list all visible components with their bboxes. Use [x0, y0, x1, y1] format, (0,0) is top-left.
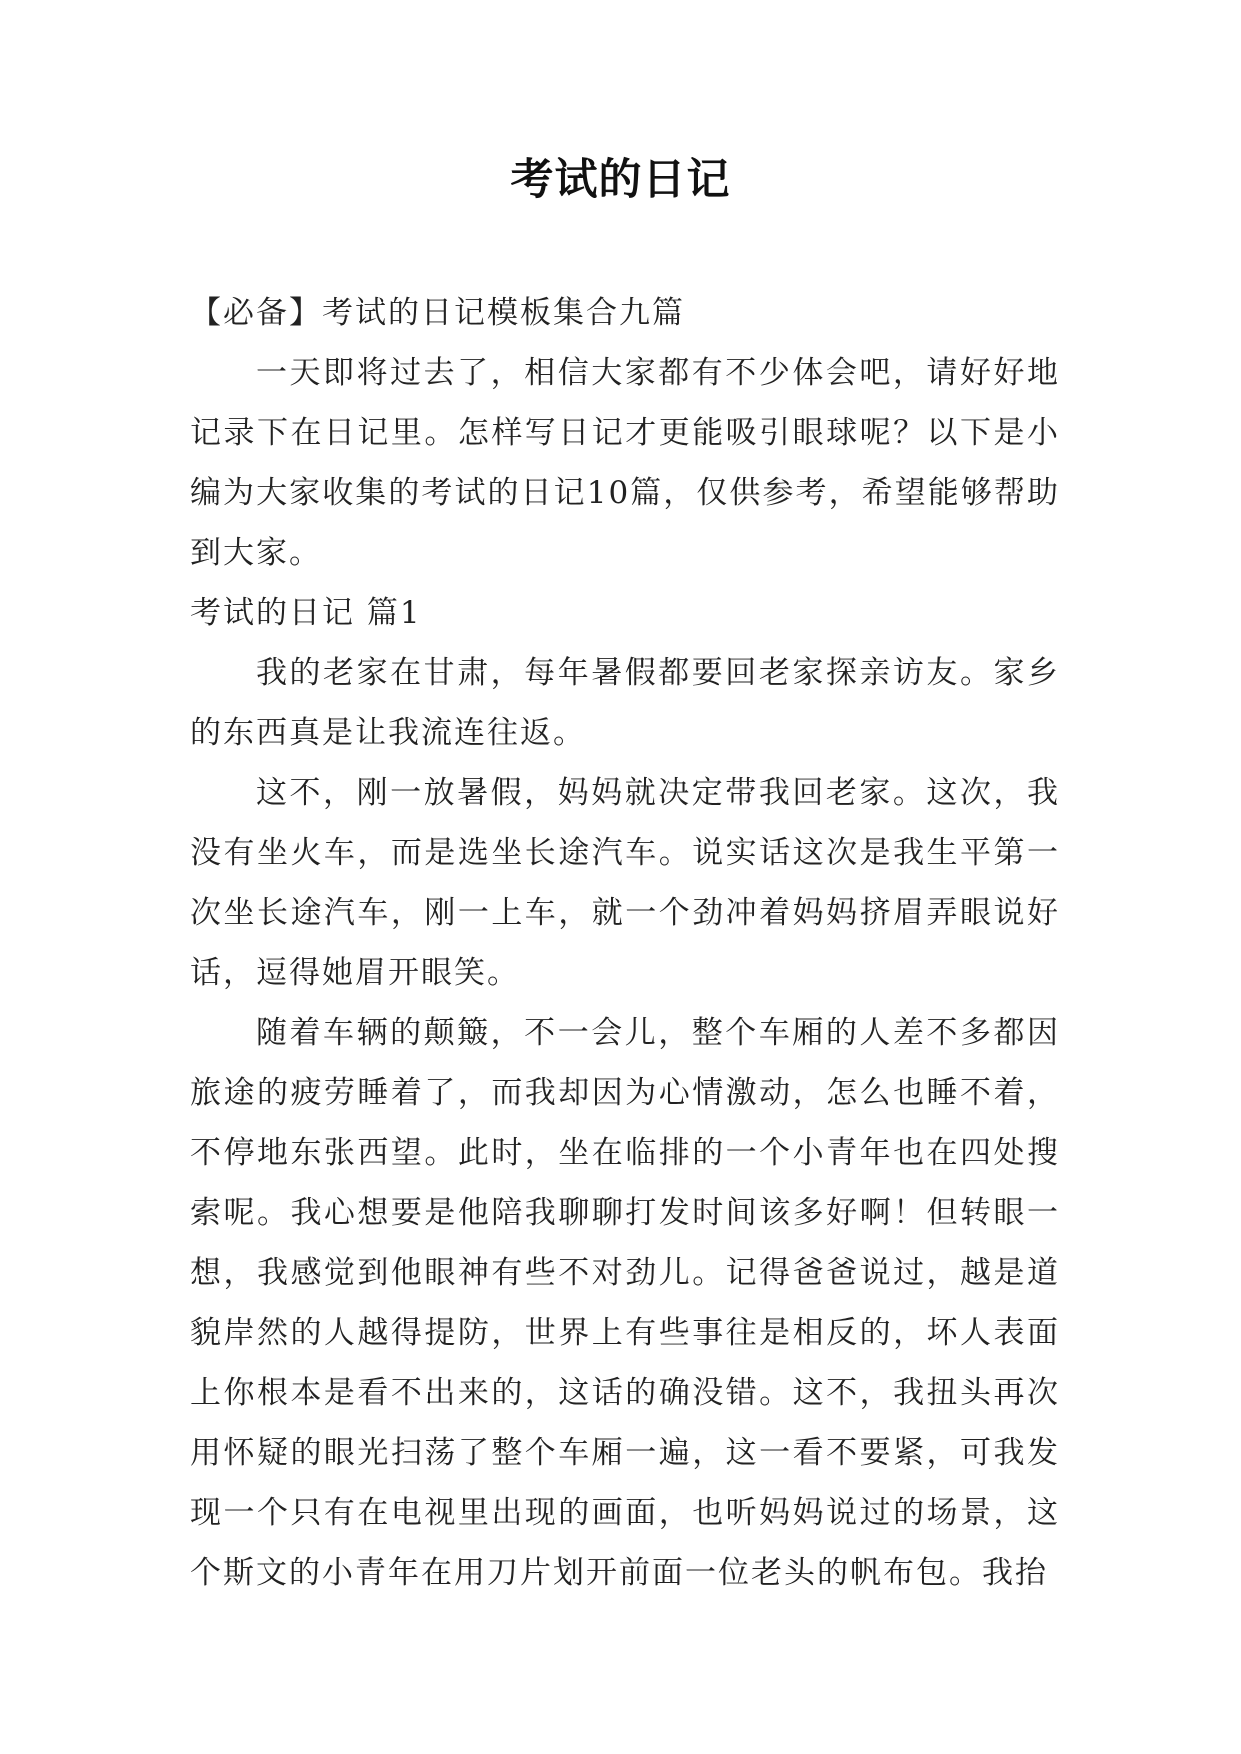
intro-paragraph: 一天即将过去了，相信大家都有不少体会吧，请好好地记录下在日记里。怎样写日记才更能吸引眼球呢？以下是小编为大家收集的考试的日记10篇，仅供参考，希望能够帮助到大家。 — [190, 355, 1060, 571]
body-paragraph: 这不，刚一放暑假，妈妈就决定带我回老家。这次，我没有坐火车，而是选坐长途汽车。说实话这次是我生平第一次坐长途汽车，刚一上车，就一个劲冲着妈妈挤眉弄眼说好话，逗得她眉开眼笑。 — [190, 775, 1060, 991]
subtitle-paragraph: 【必备】考试的日记模板集合九篇 — [190, 295, 685, 331]
document-title: 考试的日记 — [510, 155, 731, 205]
section-heading: 考试的日记 篇1 — [190, 595, 422, 631]
body-paragraph: 随着车辆的颠簸，不一会儿，整个车厢的人差不多都因旅途的疲劳睡着了，而我却因为心情激动，怎么也睡不着，不停地东张西望。此时，坐在临排的一个小青年也在四处搜索呢。我心想要是他陪我聊聊打发时间该多好啊！但转眼一想，我感觉到他眼神有些不对劲儿。记得爸爸说过，越是道貌岸然的人越得提防，世界上有些事往是相反的，坏人表面上你根本是看不出来的，这话的确没错。这不，我扭头再次用怀疑的眼光扫荡了整个车厢一遍，这一看不要紧，可我发现一个只有在电视里出现的画面，也听妈妈说过的场景，这个斯文的小青年在用刀片划开前面一位老头的帆布包。我抬 — [190, 1015, 1060, 1591]
body-paragraph: 我的老家在甘肃，每年暑假都要回老家探亲访友。家乡的东西真是让我流连往返。 — [190, 655, 1060, 751]
document-body — [190, 283, 1060, 1603]
